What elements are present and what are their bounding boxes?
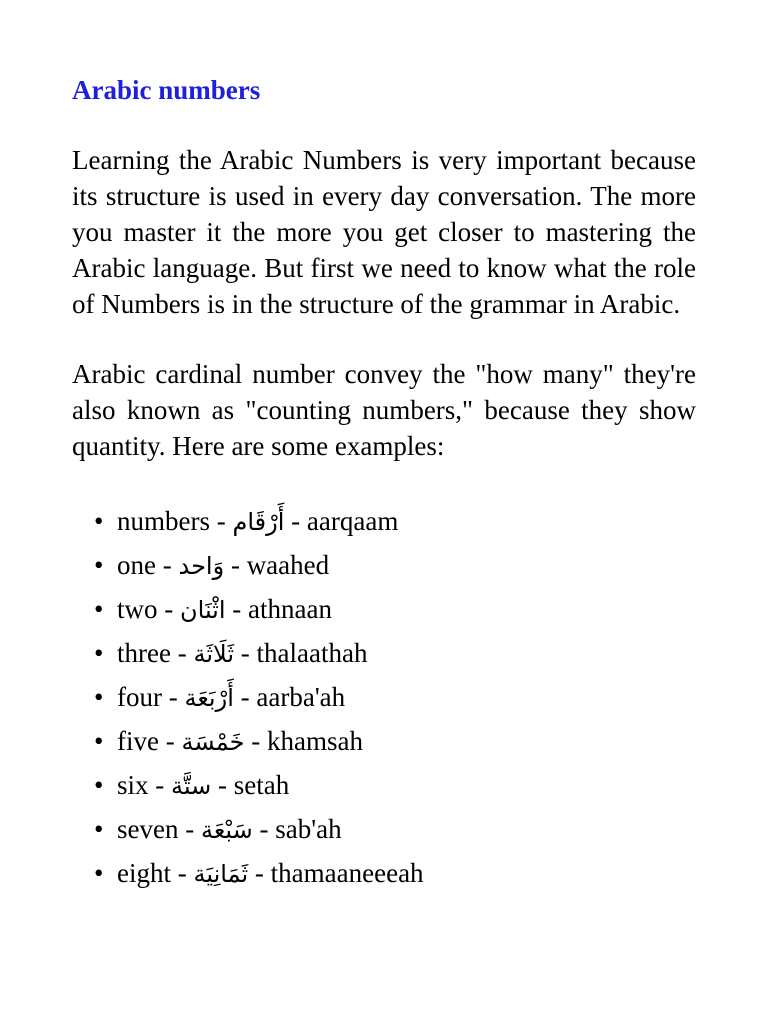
separator: -: [170, 638, 194, 668]
list-item: [72, 588, 696, 632]
separator: -: [284, 506, 307, 536]
separator: -: [233, 682, 257, 712]
examples-list: [72, 500, 696, 896]
transliteration: waahed: [246, 550, 330, 580]
separator: -: [248, 858, 271, 888]
english-word: two: [117, 594, 158, 624]
list-item: [72, 544, 696, 588]
list-item: [72, 808, 696, 852]
transliteration: athnaan: [248, 594, 332, 624]
bullet-icon: •: [94, 726, 104, 756]
document-title: Arabic numbers: [72, 75, 261, 105]
separator: -: [158, 726, 182, 756]
separator: -: [234, 638, 257, 668]
separator: -: [211, 770, 234, 800]
separator: -: [209, 506, 233, 536]
separator: -: [155, 550, 179, 580]
bullet-icon: •: [94, 770, 104, 800]
list-item: [72, 676, 696, 720]
english-word: one: [117, 550, 156, 580]
separator: -: [178, 814, 201, 844]
list-item: [72, 764, 696, 808]
arabic-word: سَبْعَة: [200, 816, 253, 844]
english-word: five: [117, 726, 159, 756]
arabic-word: اثْنَان: [180, 596, 226, 624]
transliteration: khamsah: [266, 726, 363, 756]
separator: -: [224, 550, 247, 580]
bullet-icon: •: [94, 594, 104, 624]
separator: -: [148, 770, 172, 800]
list-item: [72, 632, 696, 676]
separator: -: [244, 726, 267, 756]
arabic-word: ستَّة: [171, 772, 212, 800]
intro-paragraph: Learning the Arabic Numbers is very important because its structure is used in every day conversation. The more you master it the more you get closer to mastering the Arabic language. But first we need to know what the role of Numbers is in the structure of the grammar in Arabic.: [72, 145, 696, 319]
separator: -: [252, 814, 276, 844]
arabic-word: وَاحد: [178, 552, 225, 580]
arabic-word: خَمْسَة: [181, 728, 245, 756]
english-word: seven: [117, 814, 179, 844]
list-item: [72, 852, 696, 896]
separator: -: [157, 594, 180, 624]
transliteration: sab'ah: [275, 814, 342, 844]
bullet-icon: •: [94, 638, 104, 668]
english-word: three: [117, 638, 171, 668]
english-word: eight: [117, 858, 171, 888]
bullet-icon: •: [94, 682, 104, 712]
arabic-word: أَرْقَام: [232, 508, 285, 536]
transliteration: thalaathah: [256, 638, 368, 668]
separator: -: [161, 682, 185, 712]
list-item: [72, 500, 696, 544]
cardinal-paragraph: Arabic cardinal number convey the "how many" they're also known as "counting numbers," because they show quantity. Here are some examples:: [72, 359, 696, 461]
bullet-icon: •: [94, 814, 104, 844]
arabic-word: ثَمَانِيَة: [193, 860, 249, 888]
separator: -: [225, 594, 249, 624]
english-word: numbers: [117, 506, 210, 536]
transliteration: aarba'ah: [256, 682, 346, 712]
arabic-word: ثَلَاثَة: [193, 640, 235, 668]
arabic-word: أَرْبَعَة: [184, 684, 234, 712]
transliteration: setah: [233, 770, 290, 800]
separator: -: [171, 858, 194, 888]
transliteration: aarqaam: [306, 506, 399, 536]
list-item: [72, 720, 696, 764]
transliteration: thamaaneeeah: [270, 858, 424, 888]
bullet-icon: •: [94, 550, 104, 580]
english-word: four: [117, 682, 162, 712]
bullet-icon: •: [94, 858, 104, 888]
english-word: six: [117, 770, 149, 800]
bullet-icon: •: [94, 506, 104, 536]
